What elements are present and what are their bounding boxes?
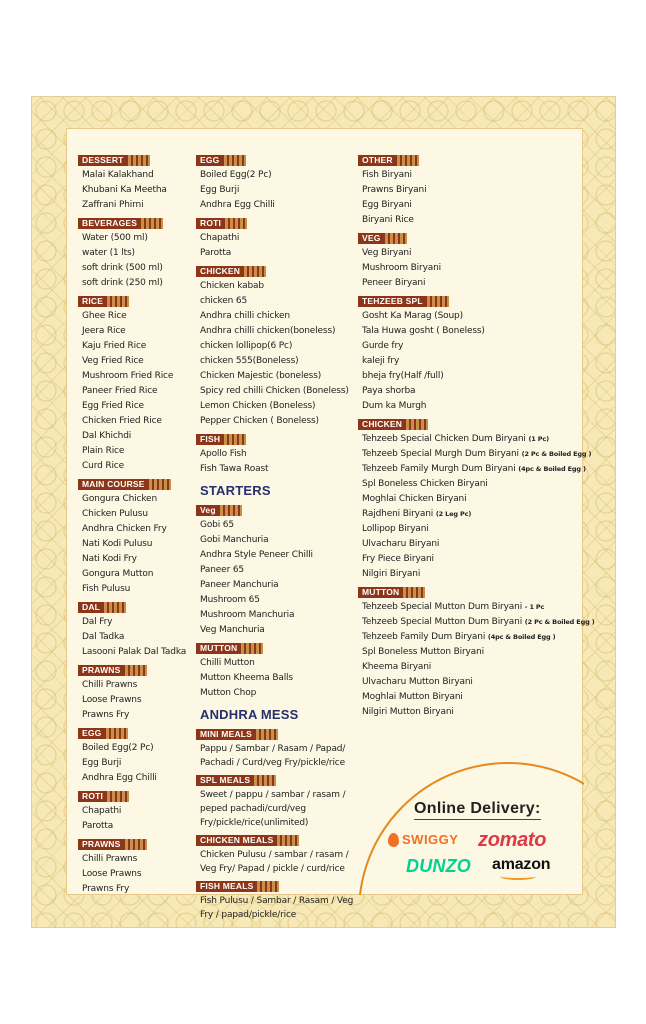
section-header: MUTTON bbox=[196, 643, 263, 654]
menu-item: Nati Kodi Pulusu bbox=[82, 539, 153, 549]
menu-item: Nati Kodi Fry bbox=[82, 554, 137, 564]
menu-column-1 bbox=[78, 150, 190, 897]
menu-item: Biryani Rice bbox=[362, 215, 414, 225]
meal-description: Pappu / Sambar / Rasam / Papad/ Pachadi / Curd/veg Fry/pickle/rice bbox=[200, 744, 346, 768]
menu-item: Curd Rice bbox=[82, 461, 124, 471]
menu-item-name: Spl Boneless Mutton Biryani bbox=[362, 647, 484, 657]
section-header: SPL MEALS bbox=[196, 775, 276, 786]
menu-item bbox=[358, 462, 586, 477]
section-header: PRAWNS bbox=[78, 839, 147, 850]
section-header: DAL bbox=[78, 602, 126, 613]
menu-section-chicken bbox=[196, 261, 356, 429]
menu-item bbox=[358, 537, 578, 552]
menu-item: Chicken Fried Rice bbox=[82, 416, 162, 426]
menu-section-prawns2 bbox=[78, 834, 190, 897]
menu-item bbox=[358, 675, 578, 690]
section-header: ROTI bbox=[78, 791, 129, 802]
menu-item: Fish Biryani bbox=[362, 170, 412, 180]
menu-item: Egg Fried Rice bbox=[82, 401, 144, 411]
menu-item bbox=[358, 705, 578, 720]
menu-item-note: - 1 Pc bbox=[524, 603, 545, 611]
menu-section-egg bbox=[78, 723, 190, 786]
menu-item: Egg Burji bbox=[200, 185, 240, 195]
menu-item bbox=[358, 690, 578, 705]
menu-item-name: Spl Boneless Chicken Biryani bbox=[362, 479, 488, 489]
menu-item: Dal Tadka bbox=[82, 632, 125, 642]
menu-section-main_course bbox=[78, 474, 190, 597]
section-header: BEVERAGES bbox=[78, 218, 163, 229]
menu-item-name: Ulvacharu Mutton Biryani bbox=[362, 677, 473, 687]
menu-item: Parotta bbox=[82, 821, 114, 831]
menu-item-name: Nilgiri Mutton Biryani bbox=[362, 707, 454, 717]
menu-item: Peneer Biryani bbox=[362, 278, 426, 288]
section-header: PRAWNS bbox=[78, 665, 147, 676]
menu-item-note: (1 Pc) bbox=[528, 435, 549, 443]
menu-item: Plain Rice bbox=[82, 446, 125, 456]
menu-item: Egg Biryani bbox=[362, 200, 412, 210]
menu-item-name: Moghlai Mutton Biryani bbox=[362, 692, 463, 702]
menu-column-2 bbox=[196, 150, 356, 922]
menu-item bbox=[358, 645, 578, 660]
menu-item: Gurde fry bbox=[362, 341, 404, 351]
menu-item: Prawns Fry bbox=[82, 884, 130, 894]
amazon-logo bbox=[492, 856, 550, 874]
amazon-text: amazon bbox=[492, 856, 551, 873]
menu-item: Chapathi bbox=[200, 233, 240, 243]
menu-item: Malai Kalakhand bbox=[82, 170, 154, 180]
menu-item: Mutton Chop bbox=[200, 688, 257, 698]
menu-item: Chilli Prawns bbox=[82, 680, 138, 690]
menu-item-name: Tehzeeb Family Murgh Dum Biryani bbox=[362, 464, 516, 474]
andhra-mess-title: ANDHRA MESS bbox=[200, 707, 299, 722]
menu-item: Mushroom Manchuria bbox=[200, 610, 295, 620]
menu-section-prawns bbox=[78, 660, 190, 723]
menu-item: Apollo Fish bbox=[200, 449, 247, 459]
menu-section-fish_meals bbox=[196, 876, 356, 922]
menu-item-name: Tehzeeb Special Mutton Dum Biryani bbox=[362, 617, 523, 627]
section-header: EGG bbox=[196, 155, 246, 166]
menu-item: Mushroom Fried Rice bbox=[82, 371, 174, 381]
menu-item: Andhra chilli chicken bbox=[200, 311, 290, 321]
swiggy-logo bbox=[388, 832, 458, 847]
menu-item: chicken lollipop(6 Pc) bbox=[200, 341, 293, 351]
section-header: Veg bbox=[196, 505, 242, 516]
menu-item: Prawns Fry bbox=[82, 710, 130, 720]
menu-item bbox=[358, 630, 578, 645]
swiggy-text: SWIGGY bbox=[402, 832, 459, 847]
menu-item-note: (4pc & Boiled Egg ) bbox=[518, 465, 586, 473]
menu-section-tehzeeb_spl bbox=[358, 291, 578, 414]
menu-item: soft drink (250 ml) bbox=[82, 278, 163, 288]
menu-item: Boiled Egg(2 Pc) bbox=[200, 170, 272, 180]
section-header: VEG bbox=[358, 233, 407, 244]
section-header: MAIN COURSE bbox=[78, 479, 171, 490]
delivery-arc bbox=[358, 762, 584, 895]
menu-section-chicken bbox=[358, 414, 592, 582]
menu-item: Pepper Chicken ( Boneless) bbox=[200, 416, 319, 426]
section-header: MINI MEALS bbox=[196, 729, 278, 740]
menu-item: soft drink (500 ml) bbox=[82, 263, 163, 273]
menu-item: Loose Prawns bbox=[82, 869, 142, 879]
menu-item: Khubani Ka Meetha bbox=[82, 185, 167, 195]
section-header: ROTI bbox=[196, 218, 247, 229]
meal-description: Fish Pulusu / Sambar / Rasam / Veg Fry / papad/pickle/rice bbox=[200, 896, 354, 920]
menu-item: Veg Biryani bbox=[362, 248, 412, 258]
menu-column-3 bbox=[358, 150, 595, 720]
delivery-section bbox=[358, 762, 584, 895]
zomato-logo: zomato bbox=[478, 829, 547, 851]
menu-item: water (1 lts) bbox=[82, 248, 135, 258]
menu-item bbox=[358, 507, 578, 522]
menu-item bbox=[358, 492, 578, 507]
menu-item bbox=[358, 477, 578, 492]
section-header: MUTTON bbox=[358, 587, 425, 598]
menu-item: Veg Manchuria bbox=[200, 625, 265, 635]
menu-item: chicken 65 bbox=[200, 296, 248, 306]
dunzo-logo: DUNZO bbox=[406, 856, 471, 876]
menu-item bbox=[358, 567, 578, 582]
amazon-smile-icon bbox=[500, 873, 536, 880]
menu-item: Jeera Rice bbox=[82, 326, 126, 336]
starters-title: STARTERS bbox=[200, 483, 271, 498]
menu-item-name: Lollipop Biryani bbox=[362, 524, 429, 534]
menu-item: Dal Khichdi bbox=[82, 431, 132, 441]
menu-item: Chilli Prawns bbox=[82, 854, 138, 864]
menu-item: Chapathi bbox=[82, 806, 122, 816]
menu-item bbox=[358, 432, 578, 447]
menu-item: Andhra Egg Chilli bbox=[82, 773, 157, 783]
menu-item-name: Moghlai Chicken Biryani bbox=[362, 494, 467, 504]
menu-item: Gobi Manchuria bbox=[200, 535, 269, 545]
menu-item-name: Ulvacharu Biryani bbox=[362, 539, 440, 549]
menu-section-roti bbox=[78, 786, 190, 834]
menu-item: Dal Fry bbox=[82, 617, 113, 627]
menu-item: Boiled Egg(2 Pc) bbox=[82, 743, 154, 753]
menu-section-rice bbox=[78, 291, 190, 474]
menu-item: Tala Huwa gosht ( Boneless) bbox=[362, 326, 485, 336]
menu-item: Zaffrani Phirni bbox=[82, 200, 144, 210]
menu-item-note: (2 Pc & Boiled Egg ) bbox=[524, 618, 595, 626]
menu-section-egg bbox=[196, 150, 356, 213]
menu-item: Gosht Ka Marag (Soup) bbox=[362, 311, 463, 321]
meal-description: Chicken Pulusu / sambar / rasam / Veg Fry/ Papad / pickle / curd/rice bbox=[200, 850, 349, 874]
menu-item: Parotta bbox=[200, 248, 232, 258]
menu-section-dessert bbox=[78, 150, 190, 213]
menu-section-mutton bbox=[358, 582, 595, 720]
menu-item: Paya shorba bbox=[362, 386, 416, 396]
menu-section-fish bbox=[196, 429, 356, 477]
menu-item-name: Fry Piece Biryani bbox=[362, 554, 434, 564]
menu-item: kaleji fry bbox=[362, 356, 400, 366]
menu-section-veg bbox=[196, 500, 356, 638]
menu-item: Dum ka Murgh bbox=[362, 401, 427, 411]
menu-item: Gongura Mutton bbox=[82, 569, 154, 579]
menu-item: Paneer Fried Rice bbox=[82, 386, 158, 396]
section-header: RICE bbox=[78, 296, 129, 307]
menu-item: chicken 555(Boneless) bbox=[200, 356, 299, 366]
menu-section-roti bbox=[196, 213, 356, 261]
menu-item: Egg Burji bbox=[82, 758, 122, 768]
menu-item: Mushroom 65 bbox=[200, 595, 260, 605]
menu-item: Prawns Biryani bbox=[362, 185, 427, 195]
menu-item: Loose Prawns bbox=[82, 695, 142, 705]
menu-item bbox=[358, 447, 592, 462]
meal-description: Sweet / pappu / sambar / rasam / peped pachadi/curd/veg Fry/pickle/rice(unlimited) bbox=[200, 790, 346, 828]
menu-item-name: Tehzeeb Family Dum Biryani bbox=[362, 632, 486, 642]
section-header: DESSERT bbox=[78, 155, 150, 166]
menu-item-name: Tehzeeb Special Chicken Dum Biryani bbox=[362, 434, 526, 444]
menu-item: Gongura Chicken bbox=[82, 494, 157, 504]
menu-item: Kaju Fried Rice bbox=[82, 341, 147, 351]
menu-item-name: Tehzeeb Special Mutton Dum Biryani bbox=[362, 602, 523, 612]
menu-section-mutton bbox=[196, 638, 356, 701]
menu-item: Mutton Kheema Balls bbox=[200, 673, 293, 683]
menu-item bbox=[358, 600, 578, 615]
menu-item: Fish Pulusu bbox=[82, 584, 131, 594]
menu-item: Paneer 65 bbox=[200, 565, 244, 575]
menu-item: Chicken kabab bbox=[200, 281, 264, 291]
menu-item: Andhra Style Peneer Chilli bbox=[200, 550, 313, 560]
menu-section-veg bbox=[358, 228, 578, 291]
menu-item-note: (4pc & Boiled Egg ) bbox=[487, 633, 556, 641]
menu-item-name: Nilgiri Biryani bbox=[362, 569, 421, 579]
menu-section-dal bbox=[78, 597, 190, 660]
swiggy-pin-icon bbox=[388, 833, 399, 847]
menu-item: Chicken Pulusu bbox=[82, 509, 148, 519]
menu-item: Andhra Chicken Fry bbox=[82, 524, 167, 534]
menu-section-other bbox=[358, 150, 578, 228]
menu-item bbox=[358, 552, 578, 567]
section-header: CHICKEN MEALS bbox=[196, 835, 299, 846]
menu-item-note: (2 Pc & Boiled Egg ) bbox=[521, 450, 592, 458]
section-header: FISH MEALS bbox=[196, 881, 279, 892]
section-header: OTHER bbox=[358, 155, 419, 166]
section-header: CHICKEN bbox=[358, 419, 428, 430]
menu-item: Paneer Manchuria bbox=[200, 580, 279, 590]
section-header: TEHZEEB SPL bbox=[358, 296, 449, 307]
menu-item: Gobi 65 bbox=[200, 520, 234, 530]
menu-section-spl_meals bbox=[196, 770, 356, 830]
menu-section-beverages bbox=[78, 213, 190, 291]
menu-item-name: Rajdheni Biryani bbox=[362, 509, 434, 519]
menu-item: Andhra Egg Chilli bbox=[200, 200, 275, 210]
menu-item bbox=[358, 660, 578, 675]
menu-item: Mushroom Biryani bbox=[362, 263, 442, 273]
menu-item: Lemon Chicken (Boneless) bbox=[200, 401, 316, 411]
section-header: FISH bbox=[196, 434, 246, 445]
menu-item: Andhra chilli chicken(boneless) bbox=[200, 326, 336, 336]
section-header: CHICKEN bbox=[196, 266, 266, 277]
menu-item-note: (2 Leg Pc) bbox=[435, 510, 472, 518]
menu-item bbox=[358, 615, 595, 630]
menu-item-name: Tehzeeb Special Murgh Dum Biryani bbox=[362, 449, 519, 459]
menu-item: Fish Tawa Roast bbox=[200, 464, 269, 474]
menu-item bbox=[358, 522, 578, 537]
menu-item: Chicken Majestic (boneless) bbox=[200, 371, 322, 381]
menu-item: Veg Fried Rice bbox=[82, 356, 144, 366]
menu-item: Chilli Mutton bbox=[200, 658, 255, 668]
delivery-title: Online Delivery: bbox=[414, 800, 541, 817]
menu-item: Lasooni Palak Dal Tadka bbox=[82, 647, 187, 657]
menu-item: bheja fry(Half /full) bbox=[362, 371, 444, 381]
menu-item: Spicy red chilli Chicken (Boneless) bbox=[200, 386, 349, 396]
menu-section-chicken_meals bbox=[196, 830, 356, 876]
menu-section-mini_meals bbox=[196, 724, 356, 770]
menu-item: Ghee Rice bbox=[82, 311, 127, 321]
menu-item: Water (500 ml) bbox=[82, 233, 148, 243]
section-header: EGG bbox=[78, 728, 128, 739]
menu-item-name: Kheema Biryani bbox=[362, 662, 432, 672]
